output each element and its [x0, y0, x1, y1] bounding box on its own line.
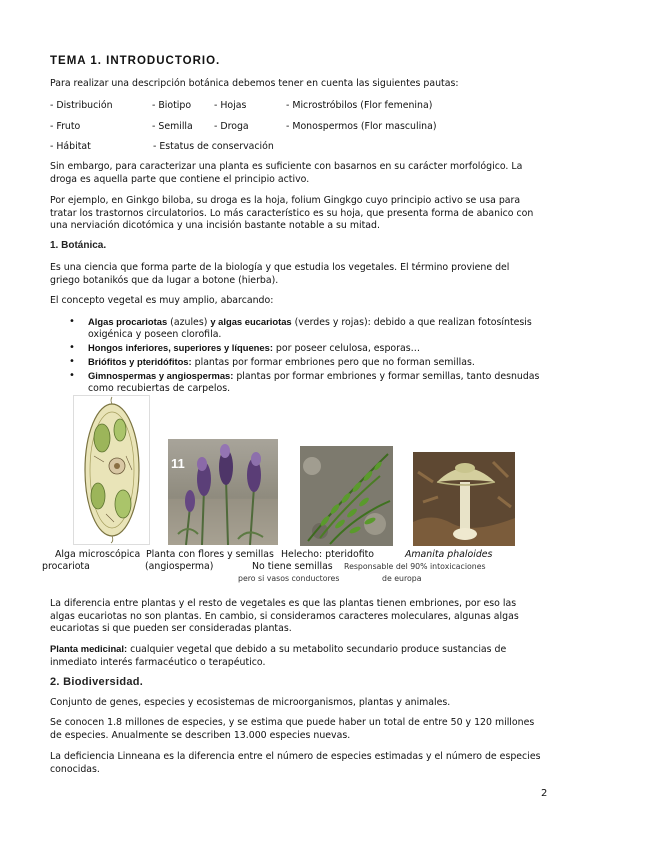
page-number: 2: [541, 788, 548, 799]
list-item: [50, 356, 542, 369]
bullet-text: (verdes y rojas): debido a que realizan fotosíntesis oxigénica y poseen clorofila.: [88, 317, 532, 341]
guideline-item: - Hábitat: [50, 141, 91, 152]
bullet-bold-text: Briófitos y pteridófitos:: [88, 355, 192, 367]
caption-angiosperm-sub: (angiosperma): [145, 561, 214, 572]
list-item: [50, 316, 542, 342]
bullet-text: plantas por formar embriones y formar semillas, tanto desnudas como recubiertas de carpelos.: [88, 370, 540, 394]
caption-algae: Alga microscópica: [55, 549, 141, 560]
ginkgo-paragraph: Por ejemplo, en Ginkgo biloba, su droga es la hoja, folium Gingkgo cuyo principio activo se usa para tratar los trastornos circulatorios. Lo más característico es su hoja, que presenta forma de abanico con una nerviación dicotómica y una incisión bastante notable a su mitad.: [50, 195, 534, 231]
medicinal-plant-paragraph: [50, 643, 542, 669]
guideline-item: - Fruto: [50, 121, 81, 132]
intro-paragraph: Para realizar una descripción botánica debemos tener en cuenta las siguientes pautas:: [50, 78, 459, 89]
linnean-deficiency-paragraph: La deficiencia Linneana es la diferencia entre el número de especies estimadas y el número de especies conocidas.: [50, 751, 541, 775]
caption-fern-note: pero si vasos conductores: [238, 574, 340, 583]
medicinal-plant-text: cualquier vegetal que debido a su metabolito secundario produce sustancias de inmediato interés farmacéutico o terapéutico.: [50, 644, 507, 668]
list-item: [50, 370, 542, 396]
biodiversity-definition: Conjunto de genes, especies y ecosistemas de microorganismos, plantas y animales.: [50, 697, 451, 708]
bullet-text: por poseer celulosa, esporas…: [272, 343, 420, 355]
species-count-paragraph: Se conocen 1.8 millones de especies, y se estima que puede haber un total de entre 50 y 120 millones de especies. Anualmente se describen 13.000 especies nuevas.: [50, 717, 535, 741]
bullet-bold-text: Algas procariotas: [88, 316, 168, 327]
algae-illustration: [73, 395, 150, 545]
bullet-icon: •: [69, 342, 75, 354]
bullet-icon: •: [69, 355, 75, 367]
bullet-icon: •: [69, 316, 75, 327]
list-item: [50, 342, 542, 355]
guideline-item: - Biotipo: [152, 100, 192, 111]
section-heading-biodiversidad: 2. Biodiversidad.: [50, 676, 144, 688]
caption-angiosperm: Planta con flores y semillas: [146, 549, 274, 560]
guideline-item: - Semilla: [152, 121, 193, 132]
bullet-icon: •: [69, 369, 75, 381]
caption-algae-sub: procariota: [42, 561, 90, 572]
guideline-item: - Droga: [214, 121, 249, 132]
vegetal-concept-paragraph: El concepto vegetal es muy amplio, abarcando:: [50, 295, 274, 306]
caption-amanita: Amanita phaloides: [405, 549, 493, 560]
caption-amanita-note: Responsable del 90% intoxicaciones: [344, 562, 486, 571]
caption-amanita-note2: de europa: [382, 574, 422, 583]
bullet-bold-text: Gimnospermas y angiospermas:: [88, 369, 234, 381]
photo-number: 11: [171, 456, 185, 471]
guideline-item: - Monospermos (Flor masculina): [286, 121, 437, 132]
lavender-photo: [168, 439, 278, 545]
guideline-item: - Estatus de conservación: [153, 141, 274, 152]
bullet-bold-text: Hongos inferiores, superiores y líquenes:: [88, 342, 273, 354]
section-heading-botanica: 1. Botánica.: [50, 240, 107, 251]
guideline-item: - Hojas: [214, 100, 247, 111]
morphology-paragraph: Sin embargo, para caracterizar una planta es suficiente con basarnos en su carácter morfológico. La droga es aquella parte que contiene el principio activo.: [50, 161, 523, 185]
bullet-text: plantas por formar embriones pero que no forman semillas.: [191, 356, 475, 368]
vegetal-groups-list: [50, 316, 542, 396]
guideline-item: - Microstróbilos (Flor femenina): [286, 100, 433, 111]
guideline-item: - Distribución: [50, 100, 113, 111]
caption-fern-sub: No tiene semillas: [252, 561, 333, 572]
bullet-text: (azules): [167, 317, 211, 328]
plants-difference-paragraph: La diferencia entre plantas y el resto de vegetales es que las plantas tienen embriones, por eso las algas eucariotas no son plantas. En cambio, si consideramos caracteres moleculares, algunas algas eucariotas si que pueden ser consideradas plantas.: [50, 598, 519, 634]
mushroom-photo: [413, 452, 515, 546]
caption-fern: Helecho: pteridofito: [281, 549, 375, 560]
medicinal-plant-label: Planta medicinal:: [50, 643, 128, 654]
page-title: TEMA 1. INTRODUCTORIO.: [50, 55, 221, 67]
botanica-paragraph: Es una ciencia que forma parte de la biología y que estudia los vegetales. El término proviene del griego botanikós que da lugar a botone (hierba).: [50, 262, 510, 286]
bullet-bold-text: y algas eucariotas: [210, 316, 292, 327]
fern-photo: [300, 446, 393, 546]
